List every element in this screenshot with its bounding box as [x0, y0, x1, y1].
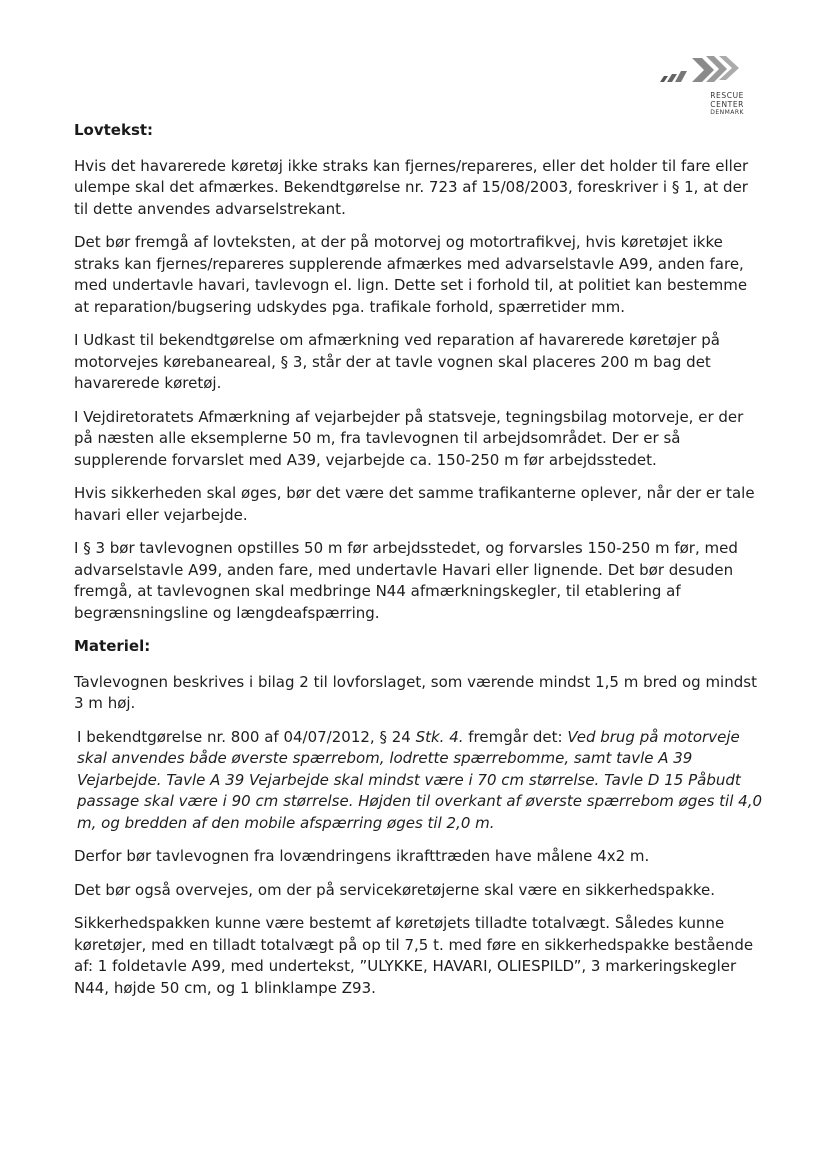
- paragraph-quote: [74, 727, 764, 835]
- quote-stk: Stk. 4.: [415, 727, 464, 746]
- logo-wordmark: [710, 92, 744, 118]
- quote-lead: I bekendtgørelse nr. 800 af 04/07/2012, § 24: [77, 727, 416, 746]
- paragraph: I § 3 bør tavlevognen opstilles 50 m før arbejdsstedet, og forvarsles 150-250 m før, med advarselstavle A99, anden fare, med undertavle Havari eller lignende. Det bør desuden fremgå, at tavlevognen skal medbringe N44 afmærkningskegler, til etablering af begrænsningsline og længdeafspærring.: [74, 539, 738, 622]
- paragraph: I Vejdiretoratets Afmærkning af vejarbejder på statsveje, tegningsbilag motorveje, er der på næsten alle eksemplerne 50 m, fra tavlevognen til arbejdsområdet. Der er så supplerende forvarslet med A39, vejarbejde ca. 150-250 m før arbejdsstedet.: [74, 407, 744, 469]
- heading-materiel: Materiel:: [74, 637, 151, 655]
- logo-line-rescue: RESCUE: [710, 91, 744, 100]
- paragraph: Hvis det havarerede køretøj ikke straks kan fjernes/repareres, eller det holder til fare eller ulempe skal det afmærkes. Bekendtgørelse nr. 723 af 15/08/2003, foreskriver i § 1, at der til dette anvendes advarselstrekant.: [74, 156, 749, 218]
- logo-line-denmark: DENMARK: [710, 109, 744, 116]
- paragraph: Sikkerhedspakken kunne være bestemt af køretøjets tilladte totalvægt. Således kunne køretøjer, med en tilladt totalvægt på op til 7,5 t. med føre en sikkerhedspakke bestående af: 1 foldetavle A99, med undertekst, ”ULYKKE, HAVARI, OLIESPILD”, 3 markeringskegler N44, højde 50 cm, og 1 blinklampe Z93.: [74, 914, 754, 997]
- logo-line-center: CENTER: [710, 99, 744, 109]
- paragraph: Tavlevognen beskrives i bilag 2 til lovforslaget, som værende mindst 1,5 m bred og mindst 3 m høj.: [74, 672, 757, 712]
- paragraph: Det bør også overvejes, om der på servicekøretøjerne skal være en sikkerhedspakke.: [74, 880, 715, 899]
- paragraph: Hvis sikkerheden skal øges, bør det være det samme trafikanterne oplever, når der er tale havari eller vejarbejde.: [74, 484, 755, 524]
- quote-mid: fremgår det:: [463, 727, 568, 746]
- paragraph: Det bør fremgå af lovteksten, at der på motorvej og motortrafikvej, hvis køretøjet ikke straks kan fjernes/repareres supplerende afmærkes med advarselstavle A99, anden fare, med undertavle havari, tavlevogn el. lign. Dette set i forhold til, at politiet kan bestemme at reparation/bugsering udskydes pga. trafikale forhold, spærretider mm.: [74, 233, 748, 316]
- rescue-center-logo: [656, 52, 756, 124]
- document-body: [74, 120, 764, 1011]
- paragraph: Derfor bør tavlevognen fra lovændringens ikrafttræden have målene 4x2 m.: [74, 847, 650, 865]
- quote-text: Ved brug på motorveje skal anvendes både øverste spærrebom, lodrette spærrebomme, samt tavle A 39 Vejarbejde. Tavle A 39 Vejarbejde skal mindst være i 70 cm størrelse. Tavle D 15 Påbudt passage skal være i 90 cm størrelse. Højden til overkant af øverste spærrebom øges til 4,0 m, og bredden af den mobile afspærring øges til 2,0 m.: [77, 727, 763, 832]
- chevron-logo-icon: [656, 52, 756, 88]
- heading-lovtekst: Lovtekst:: [74, 121, 154, 139]
- paragraph: I Udkast til bekendtgørelse om afmærkning ved reparation af havarerede køretøjer på motorvejes kørebaneareal, § 3, står der at tavle vognen skal placeres 200 m bag det havarerede køretøj.: [74, 331, 720, 392]
